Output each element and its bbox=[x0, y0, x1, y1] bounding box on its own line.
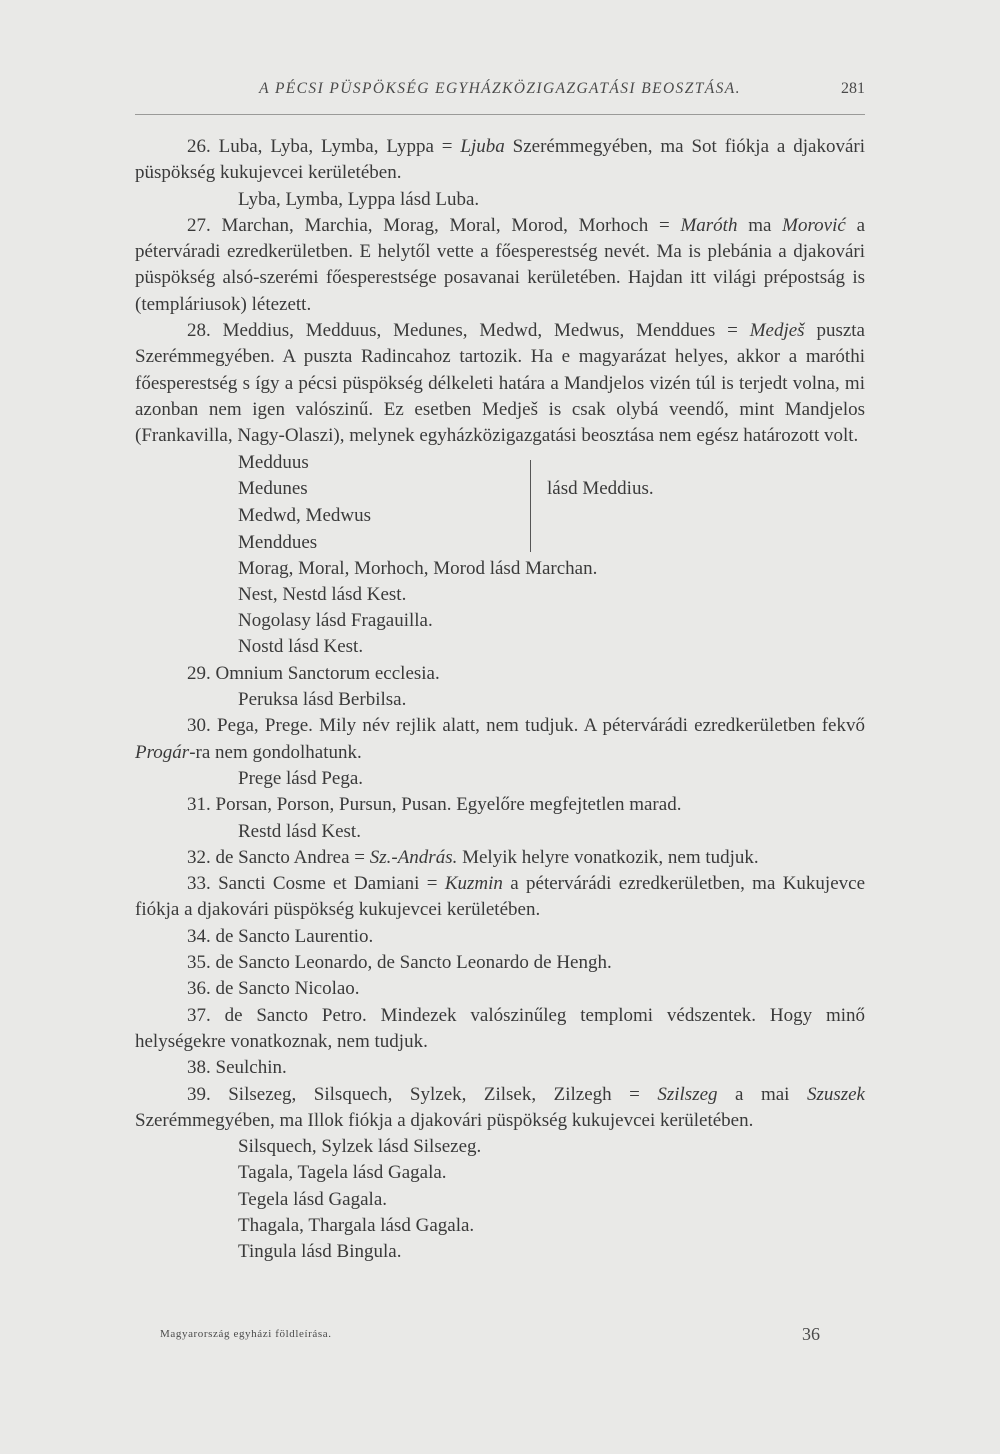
running-header bbox=[135, 78, 865, 108]
entry-28: 28. Meddius, Medduus, Medunes, Medwd, Medwus, Menddues = Medješ puszta Szerémmegyében. A puszta Radincahoz tartozik. Ha e magyarázat helyes, akkor a maróthi főesperestség s így a pécsi püspökség délkeleti határa a Mandjelos vizén túl is terjedt volna, mi azonban nem igen valószinű. Ez esetben Medješ is csak olybá veendő, mint Mandjelos (Frankavilla, Nagy-Olaszi), melynek egyházközigazgatási beosztása nem egész határozott volt. bbox=[135, 320, 865, 447]
entry-39-crossref: Tegela lásd Gagala. bbox=[238, 1188, 388, 1210]
entry-26: 26. Luba, Lyba, Lymba, Lyppa = Ljuba Szerémmegyében, ma Sot fiókja a djakovári püspökség kukujevcei kerületében. bbox=[135, 136, 865, 184]
page-footer bbox=[160, 1324, 820, 1348]
entry-39-crossref: Thagala, Thargala lásd Gagala. bbox=[238, 1214, 475, 1236]
entry-35: 35. de Sancto Leonardo, de Sancto Leonardo de Hengh. bbox=[187, 952, 612, 974]
entry-38: 38. Seulchin. bbox=[187, 1057, 287, 1079]
entry-28-crossref: Nostd lásd Kest. bbox=[238, 636, 364, 658]
brace-item: Medunes bbox=[238, 477, 308, 499]
running-title: A PÉCSI PÜSPÖKSÉG EGYHÁZKÖZIGAZGATÁSI BEOSZTÁSA. bbox=[259, 80, 741, 97]
entry-29: 29. Omnium Sanctorum ecclesia. bbox=[187, 662, 440, 684]
entry-31-crossref: Restd lásd Kest. bbox=[238, 820, 361, 842]
entry-37: 37. de Sancto Petro. Mindezek valószinűleg templomi védszentek. Hogy minő helységekre vonatkoznak, nem tudjuk. bbox=[135, 1004, 865, 1052]
entry-28-crossref: Nest, Nestd lásd Kest. bbox=[238, 583, 407, 605]
entry-28-crossref: Morag, Moral, Morhoch, Morod lásd Marchan. bbox=[238, 557, 598, 579]
entry-29-crossref: Peruksa lásd Berbilsa. bbox=[238, 689, 407, 711]
entry-34: 34. de Sancto Laurentio. bbox=[187, 925, 374, 947]
entry-39-crossref: Silsquech, Sylzek lásd Silsezeg. bbox=[238, 1136, 482, 1158]
entry-39-crossref: Tagala, Tagela lásd Gagala. bbox=[238, 1162, 447, 1184]
entry-26-crossref: Lyba, Lymba, Lyppa lásd Luba. bbox=[238, 188, 480, 210]
signature-mark: 36 bbox=[802, 1324, 820, 1344]
page-body bbox=[135, 134, 865, 1266]
brace-item: Medwd, Medwus bbox=[238, 504, 371, 526]
entry-30-crossref: Prege lásd Pega. bbox=[238, 767, 364, 789]
entry-33: 33. Sancti Cosme et Damiani = Kuzmin a pétervárádi ezredkerületben, ma Kukujevce fiókja a djakovári püspökség kukujevcei kerületében. bbox=[135, 873, 866, 921]
brace-item: Menddues bbox=[238, 531, 318, 553]
header-rule bbox=[135, 114, 865, 115]
entry-28-brace-group bbox=[135, 450, 865, 556]
entry-39: 39. Silsezeg, Silsquech, Sylzek, Zilsek, Zilzegh = Szilszeg a mai Szuszek Szerémmegyében, ma Illok fiókja a djakovári püspökség kukujevcei kerületében. bbox=[135, 1083, 865, 1131]
entry-36: 36. de Sancto Nicolao. bbox=[187, 978, 360, 1000]
brace-mark bbox=[530, 460, 534, 552]
entry-27: 27. Marchan, Marchia, Morag, Moral, Morod, Morhoch = Maróth ma Morović a péterváradi ezredkerületben. E helytől vette a főesperestség nevét. Ma is plebánia a djakovári püspökség alsó-szerémi főesperestsége posavanai kerületében. Hajdan itt világi prépostság is (templáriusok) létezett. bbox=[135, 214, 866, 315]
brace-item: Medduus bbox=[238, 451, 309, 473]
footer-note: Magyarország egyházi földleírása. bbox=[160, 1328, 332, 1340]
brace-crossref: lásd Meddius. bbox=[547, 477, 654, 499]
entry-32: 32. de Sancto Andrea = Sz.-András. Melyik helyre vonatkozik, nem tudjuk. bbox=[187, 846, 759, 868]
entry-31: 31. Porsan, Porson, Pursun, Pusan. Egyelőre megfejtetlen marad. bbox=[187, 794, 682, 816]
entry-28-crossref: Nogolasy lásd Fragauilla. bbox=[238, 610, 433, 632]
entry-30: 30. Pega, Prege. Mily név rejlik alatt, nem tudjuk. A pétervárádi ezredkerületben fekvő Progár-ra nem gondolhatunk. bbox=[135, 715, 865, 763]
entry-39-crossref: Tingula lásd Bingula. bbox=[238, 1241, 402, 1263]
page-number: 281 bbox=[841, 80, 865, 97]
